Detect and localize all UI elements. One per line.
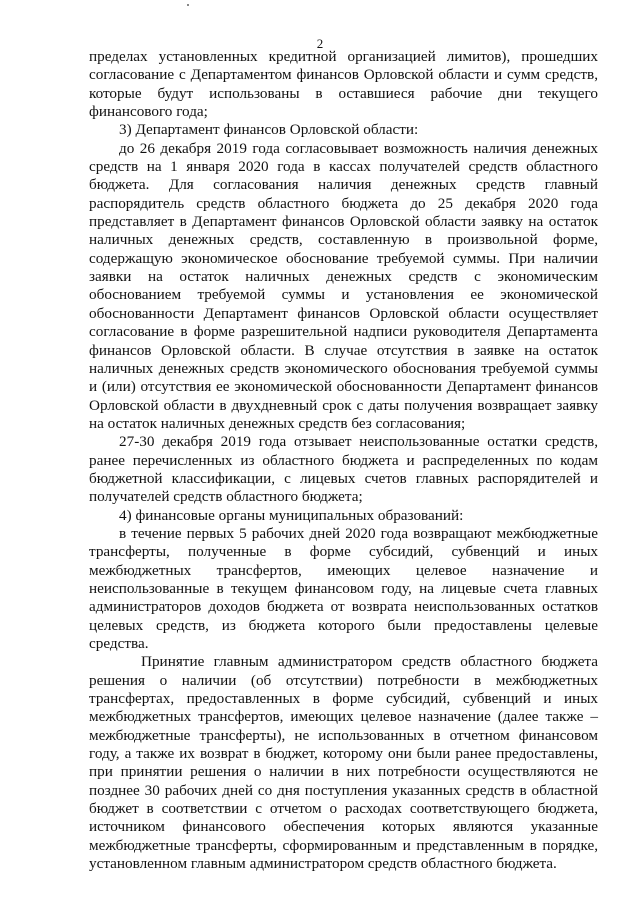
page-number: 2: [316, 36, 324, 51]
scan-artifact: [187, 4, 189, 6]
paragraph-1: пределах установленных кредитной организацией лимитов), прошедших согласование с Департаментом финансов Орловской области и сумм средств, которые будут использованы в оставшиеся рабочие дни текущего финансового года;: [89, 48, 598, 121]
paragraph-7: Принятие главным администратором средств областного бюджета решения о наличии (об отсутствии) потребности в межбюджетных трансфертах, предоставленных в форме субсидий, субвенций и иных межбюджетных трансфертов, имеющих целевое назначение (далее также – межбюджетные трансферты), не использованных в отчетном финансовом году, а также их возврат в бюджет, которому они были ранее предоставлены, при принятии решения о наличии в них потребности осуществляются не позднее 30 рабочих дней со дня поступления указанных средств в областной бюджет в соответствии с отчетом о расходах соответствующего бюджета, источником финансового обеспечения которых являются указанные межбюджетные трансферты, сформированным и представленным в порядке, установленном главным администратором средств областного бюджета.: [89, 653, 598, 873]
paragraph-5: 4) финансовые органы муниципальных образований:: [119, 506, 464, 524]
paragraph-4: 27-30 декабря 2019 года отзывает неиспользованные остатки средств, ранее перечисленных из областного бюджета и распределенных по кодам бюджетной классификации, с лицевых счетов главных распорядителей и получателей средств областного бюджета;: [89, 433, 598, 506]
document-body: [89, 48, 598, 873]
paragraph-6: в течение первых 5 рабочих дней 2020 года возвращают межбюджетные трансферты, полученные в форме субсидий, субвенций и иных межбюджетных трансфертов, имеющих целевое назначение и неиспользованные в текущем финансовом году, на лицевые счета главных администраторов доходов бюджета от возврата неиспользованных остатков целевых средств, из бюджета которого были предоставлены целевые средства.: [89, 524, 598, 652]
paragraph-3: до 26 декабря 2019 года согласовывает возможность наличия денежных средств на 1 января 2020 года в кассах получателей средств областного бюджета. Для согласования наличия денежных средств главный распорядитель средств областного бюджета до 25 декабря 2020 года представляет в Департамент финансов Орловской области заявку на остаток наличных денежных средств, составленную в произвольной форме, содержащую экономическое обоснование требуемой суммы. При наличии заявки на остаток наличных денежных средств с экономическим обоснованием требуемой суммы и установления ее экономической обоснованности Департамент финансов Орловской области осуществляет согласование в форме разрешительной надписи руководителя Департамента финансов Орловской области. В случае отсутствия в заявке на остаток наличных денежных средств экономического обоснования требуемой суммы и (или) отсутствия ее экономической обоснованности Департамент финансов Орловской области в двухдневный срок с даты получения возвращает заявку на остаток наличных денежных средств без согласования;: [89, 139, 598, 432]
paragraph-2: 3) Департамент финансов Орловской области:: [119, 121, 419, 139]
